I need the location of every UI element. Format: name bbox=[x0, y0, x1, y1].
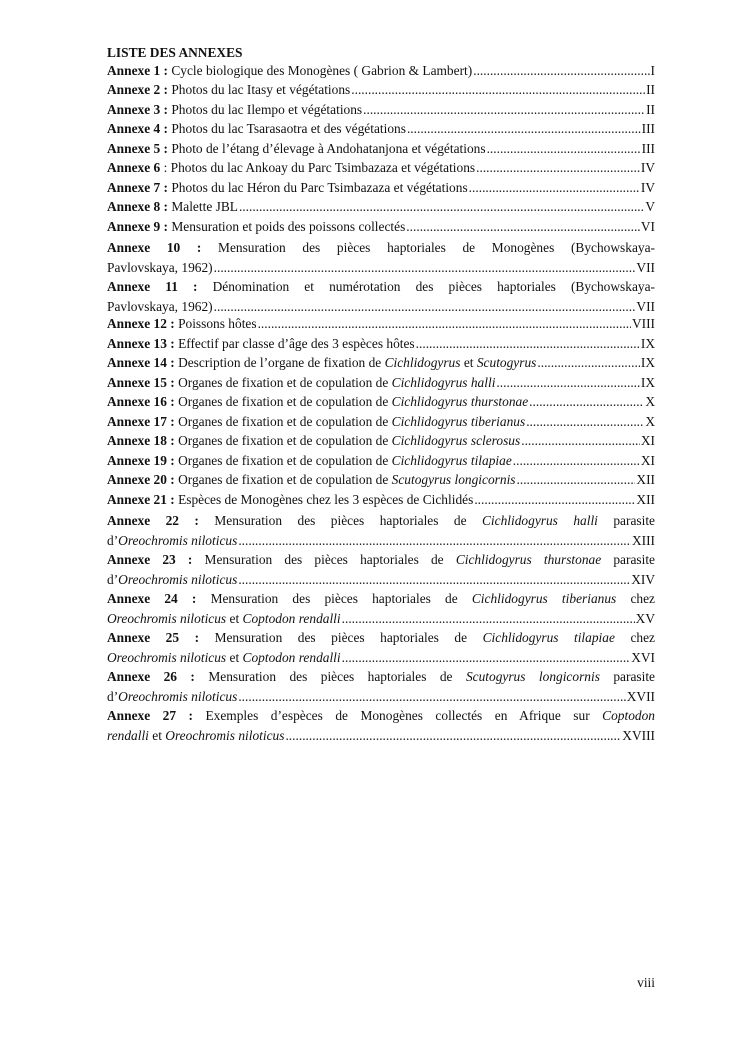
annex-text: Poissons hôtes bbox=[178, 316, 257, 331]
annex-text: Malette JBL bbox=[171, 199, 238, 214]
annex-text: Photos du lac Tsarasaotra et des végétations bbox=[171, 121, 406, 136]
annex-label: Annexe 19 : bbox=[107, 452, 175, 468]
species-name: Cichlidogyrus tilapiae bbox=[482, 630, 615, 645]
species-name: Cichlidogyrus tiberianus bbox=[391, 413, 526, 429]
annex-text: parasite bbox=[613, 552, 655, 567]
genus-name: Cichlidogyrus bbox=[384, 355, 461, 370]
annex-page: XIV bbox=[631, 571, 655, 587]
annex-text: Photo de l’étang d’élevage à Andohatanjona et végétations bbox=[171, 140, 486, 156]
leader-dots bbox=[214, 258, 636, 278]
species-name: Cichlidogyrus tilapiae bbox=[391, 452, 512, 468]
annex-text: Photos du lac Itasy et végétations bbox=[171, 82, 351, 97]
species-name: Scutogyrus longicornis bbox=[465, 669, 600, 684]
annex-14-entry[interactable] bbox=[107, 355, 655, 375]
annex-page: I bbox=[650, 62, 655, 78]
conjunction: et bbox=[229, 610, 240, 626]
leader-dots bbox=[529, 394, 644, 410]
annex-text: parasite bbox=[613, 669, 655, 684]
annex-text: Photos du lac Ilempo et végétations bbox=[171, 101, 363, 117]
annex-1-entry[interactable] bbox=[107, 63, 655, 83]
annex-26-entry[interactable] bbox=[107, 667, 655, 706]
annex-line-1 bbox=[107, 511, 655, 531]
host-name: Coptodon rendalli bbox=[242, 649, 341, 665]
host-name: Oreochromis niloticus bbox=[107, 610, 227, 626]
annex-page: II bbox=[646, 82, 655, 97]
annex-line-2 bbox=[107, 531, 655, 551]
annex-label: Annexe 3 : bbox=[107, 101, 168, 117]
annex-5-entry[interactable] bbox=[107, 141, 655, 161]
annex-19-entry[interactable] bbox=[107, 453, 655, 473]
annex-page: IV bbox=[640, 179, 655, 195]
list-title: LISTE DES ANNEXES bbox=[107, 45, 243, 60]
conjunction: et bbox=[152, 727, 162, 743]
annex-list bbox=[107, 43, 655, 745]
annex-page: XIII bbox=[631, 532, 655, 548]
annex-label: Annexe 4 : bbox=[107, 121, 168, 136]
species-name: Cichlidogyrus sclerosus bbox=[391, 433, 521, 448]
leader-dots bbox=[416, 336, 640, 352]
annex-text: Mensuration des pièces haptoriales de bbox=[214, 513, 467, 528]
annex-line-2 bbox=[107, 258, 655, 278]
annex-text: Mensuration des pièces haptoriales de bbox=[208, 669, 453, 684]
annex-line-1 bbox=[107, 667, 655, 687]
annex-20-entry[interactable] bbox=[107, 472, 655, 492]
annex-label: Annexe 8 : bbox=[107, 199, 168, 214]
leader-dots bbox=[476, 160, 640, 176]
annex-label: Annexe 26 : bbox=[107, 669, 195, 684]
annex-label: Annexe 17 : bbox=[107, 413, 175, 429]
annex-25-entry[interactable] bbox=[107, 628, 655, 667]
leader-dots bbox=[214, 297, 636, 317]
leader-dots bbox=[285, 726, 621, 746]
leader-dots bbox=[521, 433, 640, 449]
annex-6-entry[interactable] bbox=[107, 160, 655, 180]
annex-line-2 bbox=[107, 609, 655, 629]
annex-text: Effectif par classe d’âge des 3 espèces hôtes bbox=[178, 335, 415, 351]
annex-label: Annexe 16 : bbox=[107, 394, 175, 409]
annex-label: Annexe 21 : bbox=[107, 491, 175, 507]
annex-page: XVI bbox=[631, 649, 655, 665]
annex-label: Annexe 15 : bbox=[107, 374, 175, 390]
annex-label: Annexe 1 : bbox=[107, 62, 168, 78]
leader-dots bbox=[363, 102, 645, 118]
annex-12-entry[interactable] bbox=[107, 316, 655, 336]
leader-dots bbox=[474, 492, 635, 508]
annex-line-1 bbox=[107, 628, 655, 648]
annex-3-entry[interactable] bbox=[107, 102, 655, 122]
annex-21-entry[interactable] bbox=[107, 492, 655, 512]
species-name: Cichlidogyrus thurstonae bbox=[391, 394, 529, 409]
genus-name: Scutogyrus bbox=[476, 355, 537, 370]
annex-17-entry[interactable] bbox=[107, 414, 655, 434]
leader-dots bbox=[537, 355, 639, 371]
annex-text: d’ bbox=[107, 571, 119, 587]
annex-line-2 bbox=[107, 648, 655, 668]
annex-page: IX bbox=[640, 335, 655, 351]
annex-page: II bbox=[646, 101, 655, 117]
annex-label: Annexe 10 : bbox=[107, 240, 202, 255]
annex-label: Annexe 23 : bbox=[107, 552, 193, 567]
annex-7-entry[interactable] bbox=[107, 180, 655, 200]
annex-page: XVIII bbox=[622, 727, 655, 743]
annex-page: III bbox=[641, 121, 655, 136]
species-name: Cichlidogyrus halli bbox=[482, 513, 598, 528]
annex-page: XII bbox=[636, 491, 655, 507]
annex-page: IX bbox=[640, 355, 655, 370]
annex-text: d’ bbox=[107, 532, 119, 548]
annex-page: XV bbox=[635, 610, 655, 626]
annex-text: Description de l’organe de fixation de bbox=[178, 355, 382, 370]
annex-page: VIII bbox=[631, 316, 655, 331]
annex-18-entry[interactable] bbox=[107, 433, 655, 453]
host-name: Oreochromis niloticus bbox=[165, 727, 285, 743]
host-name: rendalli bbox=[107, 727, 149, 743]
leader-dots bbox=[407, 121, 641, 137]
annex-label: Annexe 20 : bbox=[107, 472, 175, 487]
annex-label: Annexe 22 : bbox=[107, 513, 199, 528]
annex-text: Organes de fixation et de copulation de bbox=[178, 374, 389, 390]
annex-text: Pavlovskaya, 1962) bbox=[107, 298, 213, 314]
annex-2-entry[interactable] bbox=[107, 82, 655, 102]
annex-line-1 bbox=[107, 706, 655, 726]
annex-label: Annexe 6 bbox=[107, 160, 161, 175]
leader-dots bbox=[342, 648, 631, 668]
annex-page: III bbox=[641, 140, 655, 156]
annex-page: VII bbox=[636, 298, 655, 314]
annex-page: XI bbox=[640, 433, 655, 448]
annex-text: Exemples d’espèces de Monogènes collectés en Afrique sur bbox=[205, 708, 590, 723]
leader-dots bbox=[526, 414, 644, 430]
host-name: Oreochromis niloticus bbox=[107, 649, 227, 665]
annex-page: VII bbox=[636, 259, 655, 275]
annex-label: Annexe 12 : bbox=[107, 316, 175, 331]
annex-27-entry[interactable] bbox=[107, 706, 655, 745]
annex-text: d’ bbox=[107, 688, 119, 704]
annex-page: X bbox=[645, 394, 655, 409]
annex-line-1 bbox=[107, 550, 655, 570]
species-name: Cichlidogyrus halli bbox=[391, 374, 496, 390]
leader-dots bbox=[473, 63, 649, 79]
leader-dots bbox=[406, 219, 640, 235]
leader-dots bbox=[238, 687, 625, 707]
annex-8-entry[interactable] bbox=[107, 199, 655, 219]
annex-text: Dénomination et numérotation des pièces haptoriales (Bychowskaya- bbox=[212, 279, 655, 294]
annex-line-1 bbox=[107, 589, 655, 609]
leader-dots bbox=[351, 82, 645, 98]
annex-page: VI bbox=[640, 218, 655, 234]
leader-dots bbox=[517, 472, 636, 488]
annex-label: Annexe 25 : bbox=[107, 630, 200, 645]
annex-label: Annexe 2 : bbox=[107, 82, 168, 97]
annex-text: Mensuration des pièces haptoriales de bbox=[214, 630, 468, 645]
annex-label: Annexe 27 : bbox=[107, 708, 193, 723]
annex-line-1 bbox=[107, 277, 655, 297]
page-number: viii bbox=[637, 975, 655, 990]
annex-line-2 bbox=[107, 570, 655, 590]
annex-text: Mensuration des pièces haptoriales de bbox=[210, 591, 458, 606]
conjunction: et bbox=[229, 649, 240, 665]
annex-label: Annexe 7 : bbox=[107, 179, 168, 195]
annex-text: Organes de fixation et de copulation de bbox=[178, 452, 389, 468]
annex-line-2 bbox=[107, 726, 655, 746]
leader-dots bbox=[496, 375, 639, 391]
annex-page: IV bbox=[640, 160, 655, 175]
annex-label: Annexe 9 : bbox=[107, 218, 168, 234]
annex-4-entry[interactable] bbox=[107, 121, 655, 141]
annex-text: Cycle biologique des Monogènes ( Gabrion & Lambert) bbox=[171, 62, 473, 78]
species-name: Scutogyrus longicornis bbox=[391, 472, 516, 487]
species-name: Cichlidogyrus thurstonae bbox=[455, 552, 602, 567]
annex-line-2 bbox=[107, 687, 655, 707]
leader-dots bbox=[469, 180, 640, 196]
annex-13-entry[interactable] bbox=[107, 336, 655, 356]
annex-text: parasite bbox=[613, 513, 655, 528]
annex-23-entry[interactable] bbox=[107, 550, 655, 589]
host-name: Coptodon rendalli bbox=[242, 610, 341, 626]
annex-text: Organes de fixation et de copulation de bbox=[178, 394, 389, 409]
annex-16-entry[interactable] bbox=[107, 394, 655, 414]
annex-10-entry[interactable] bbox=[107, 238, 655, 277]
leader-dots bbox=[258, 316, 631, 332]
annex-text: Mensuration des pièces haptoriales de Monogènes (Bychowskaya- bbox=[218, 240, 655, 255]
leader-dots bbox=[342, 609, 635, 629]
leader-dots bbox=[238, 531, 631, 551]
annex-page: X bbox=[645, 413, 655, 429]
annex-24-entry[interactable] bbox=[107, 589, 655, 628]
annex-line-2 bbox=[107, 297, 655, 317]
annex-text: Espèces de Monogènes chez les 3 espèces de Cichlidés bbox=[178, 491, 474, 507]
annex-page: IX bbox=[640, 374, 655, 390]
annex-text: Pavlovskaya, 1962) bbox=[107, 259, 213, 275]
annex-text: Organes de fixation et de copulation de bbox=[178, 433, 389, 448]
annex-label: Annexe 5 : bbox=[107, 140, 168, 156]
leader-dots bbox=[239, 199, 644, 215]
annex-text: chez bbox=[630, 591, 655, 606]
annex-text: Photos du lac Héron du Parc Tsimbazaza et végétations bbox=[171, 179, 468, 195]
leader-dots bbox=[238, 570, 630, 590]
conjunction: et bbox=[463, 355, 474, 370]
annex-11-entry[interactable] bbox=[107, 277, 655, 316]
host-name: Coptodon bbox=[602, 708, 655, 723]
annex-15-entry[interactable] bbox=[107, 375, 655, 395]
host-name: Oreochromis niloticus bbox=[118, 688, 238, 704]
annex-page: XI bbox=[640, 452, 655, 468]
leader-dots bbox=[513, 453, 640, 469]
host-name: Oreochromis niloticus bbox=[118, 532, 238, 548]
annex-label: Annexe 14 : bbox=[107, 355, 175, 370]
annex-label: Annexe 11 : bbox=[107, 279, 198, 294]
annex-text: Mensuration des pièces haptoriales de bbox=[204, 552, 444, 567]
annex-text: Organes de fixation et de copulation de bbox=[178, 413, 389, 429]
annex-22-entry[interactable] bbox=[107, 511, 655, 550]
leader-dots bbox=[487, 141, 641, 157]
annex-label: Annexe 18 : bbox=[107, 433, 175, 448]
annex-text: Organes de fixation et de copulation de bbox=[178, 472, 389, 487]
annex-label: Annexe 13 : bbox=[107, 335, 175, 351]
annex-text: Mensuration et poids des poissons collectés bbox=[171, 218, 406, 234]
annex-9-entry[interactable] bbox=[107, 219, 655, 239]
species-name: Cichlidogyrus tiberianus bbox=[471, 591, 617, 606]
annex-text: chez bbox=[630, 630, 655, 645]
host-name: Oreochromis niloticus bbox=[118, 571, 238, 587]
annex-page: XII bbox=[636, 472, 655, 487]
annex-line-1 bbox=[107, 238, 655, 258]
annex-page: V bbox=[645, 199, 655, 214]
annex-label: Annexe 24 : bbox=[107, 591, 197, 606]
annex-page: XVII bbox=[626, 688, 655, 704]
annex-text: : Photos du lac Ankoay du Parc Tsimbazaza et végétations bbox=[163, 160, 476, 175]
